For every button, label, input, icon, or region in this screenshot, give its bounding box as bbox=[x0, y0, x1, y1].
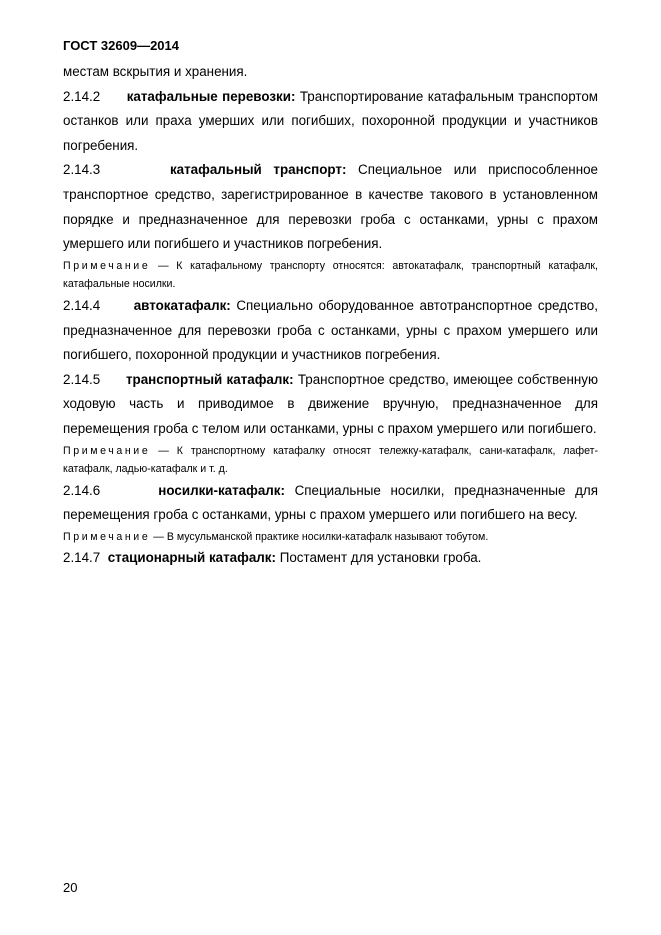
entry-2-14-7 bbox=[63, 546, 598, 571]
note-label: Примечание bbox=[63, 259, 151, 272]
note-label: Примечание bbox=[63, 444, 151, 457]
intro-line: местам вскрытия и хранения. bbox=[63, 64, 248, 79]
note-2-14-6 bbox=[63, 528, 598, 547]
entry-number: 2.14.4 bbox=[63, 297, 101, 313]
entry-definition: Постамент для установки гроба. bbox=[279, 550, 482, 566]
entry-term: транспортный катафалк: bbox=[125, 371, 294, 387]
entry-number: 2.14.3 bbox=[63, 162, 101, 178]
entry-definition: Специальное или приспособленное транспортное средство, зарегистрированное в качестве такового в установленном порядке и предназначенное для перевозки гроба с останками, урны с прахом умершего или погибшего и участников погребения. bbox=[63, 162, 598, 252]
entry-2-14-5 bbox=[63, 368, 598, 442]
entry-number: 2.14.6 bbox=[63, 482, 101, 498]
entry-definition: Специально оборудованное автотранспортное средство, предназначенное для перевозки гроба с останками, урны с прахом умершего или погибшего, похоронной продукции и участников погребения. bbox=[63, 297, 598, 363]
entry-term: катафальные перевозки: bbox=[126, 88, 296, 104]
note-text: — К транспортному катафалку относят тележку-катафалк, сани-катафалк, лафет-катафалк, ладью-катафалк и т. д. bbox=[63, 444, 599, 476]
note-text: — В мусульманской практике носилки-катафалк называют тобутом. bbox=[153, 530, 489, 543]
entry-2-14-4 bbox=[63, 294, 598, 368]
entry-2-14-6 bbox=[63, 479, 598, 528]
standard-header: ГОСТ 32609—2014 bbox=[63, 38, 179, 53]
note-text: — К катафальному транспорту относятся: автокатафалк, транспортный катафалк, катафальные носилки. bbox=[63, 259, 598, 291]
note-2-14-3 bbox=[63, 257, 598, 294]
entry-number: 2.14.2 bbox=[63, 88, 101, 104]
entry-term: катафальный транспорт: bbox=[169, 162, 347, 178]
entry-definition: Специальные носилки, предназначенные для перемещения гроба с останками, урны с прахом умершего или погибшего на весу. bbox=[63, 482, 598, 523]
entry-term: носилки-катафалк: bbox=[158, 482, 285, 498]
note-2-14-5 bbox=[63, 442, 598, 479]
entry-number: 2.14.7 bbox=[63, 550, 101, 566]
entry-definition: Транспортное средство, имеющее собственную ходовую часть и приводимое в движение вручную, предназначенное для перемещения гроба с телом или останками, урны с прахом умершего или погибшего. bbox=[63, 371, 598, 436]
entry-2-14-3 bbox=[63, 158, 598, 256]
entry-definition: Транспортирование катафальным транспортом останков или праха умерших или погибших, похоронной продукции и участников погребения. bbox=[63, 88, 598, 153]
note-label: Примечание bbox=[63, 530, 151, 543]
entry-2-14-2 bbox=[63, 85, 598, 159]
page-number: 20 bbox=[63, 880, 78, 895]
entry-term: стационарный катафалк: bbox=[107, 550, 276, 566]
entry-number: 2.14.5 bbox=[63, 371, 101, 387]
entry-term: автокатафалк: bbox=[133, 297, 231, 313]
document-body bbox=[63, 60, 598, 571]
